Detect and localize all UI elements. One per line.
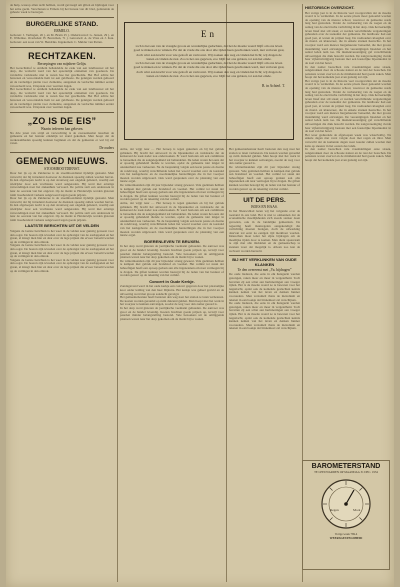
poem-text: toch is het een van de vreugde groote en wonderlijke gedachten, dat het de moeite waard blijft om ons leven goed te maken en te winnen. En dat de vrede die ons door alle tijden heen geschonken werd, niet verloren gaat, doch wint aan kracht voor wie gelooft en vertrouwt. Wij zoeken den weg en vinden het licht; wij dragen de lasten en vinden de rust. Zoo is het ons gegeven, zoo blijft het ons gelaten, tot aan het einde. [133,44,285,61]
middle-left-column [120,148,224,582]
column-rule [117,4,118,582]
barometer-dial-icon [320,478,372,530]
rechtzaken-text: Het Gerechtshof te Arnhem behandelde de zaak van een landbouwer uit het dorp, die verdacht werd van het opzettelijk ontnemen van goederen. De verdachte verklaarde niet te weten hoe het geschiedde. Het Hof achtte het bewezen en veroordeelde hem tot een geldboete. De getuigen werden gehoord en de verdediger pleitte voor clementie, aangezien de verdachte nimmer eerder veroordeeld was. Uitspraak over veertien dagen. [10,65,114,88]
concert-text: In het dorp werd gisteren de jaarlijksche veemarkt gehouden. De aanvoer was groot en de handel levendig. Koeien brachten goede prijzen op, terwijl voor paarden minder belangstelling bestond. Vele bezoekers uit de omliggende plaatsen waren naar het dorp gekomen om de markt bij te wonen. [120,305,224,321]
boerenleven-heading: BOERENLEVEN TE BRUXEN. [144,238,200,244]
article-text: Het gemeentebestuur heeft besloten den weg naar het station te laten verbeteren. De kosten worden geraamd op ruim duizend gulden. Men hoopt met het werk in het voorjaar te kunnen aanvangen, zoodat de weg voor den zomer gereed is. [229,148,300,166]
middle-right-column [229,148,300,582]
burgerlijke-stand-text: Geboren: J. Verhagen, 26 j. en M. Bruin 25 j. Ondertrouwd: G. Jansen, 29 j. en E. Willemse. Overleden: H. Bouwman, 71 j. Getrouwd: A. de Vries en J. Kok. Geboren: een zoon van W. Hendriks. Ingekomen: C. Mulder van Putten. [10,32,114,44]
oude-klanken-text: De oude liederen, die eens in elk huisgezin werden gezongen, raken meer en meer in vergetelheid. Toch bevatten zij een schat aan herinneringen aan vroeger tijden. Het is de moeite waard ze te bewaren voor het nageslacht, opdat ook de komende geslachten kennis kunnen nemen van het leven en denken hunner voorouders. Men verzamelt thans de melodieën en teksten in een boekje dat binnenkort zal verschijnen. [229,272,300,302]
barometer-box [302,460,390,570]
poem-text: toch is het een van de vreugde groote en wonderlijke gedachten, dat het de moeite waard blijft om ons leven goed te maken en te winnen. En dat de vrede die ons door alle tijden heen geschonken werd, niet verloren gaat, doch wint aan kracht voor wie gelooft en vertrouwt. Wij zoeken den weg en vinden het licht; wij dragen de lasten en vinden de rust. Zoo is het ons gegeven, zoo blijft het ons gelaten, tot aan het einde. [133,61,285,79]
concert-text: Zondagavond werd in het oude kerkje een concert gegeven door het plaatselijke koor onder leiding van den heer Dijkstra. Het kerkje was geheel gevuld en de uitvoering werd met groote aandacht gevolgd. [120,284,224,296]
historisch-overzicht-text: In den zomer bezochten vele vreemdelingen onze streek, aangetrokken door de schoone natuur en de rust der bosschen. De pensions waren overvol en de middenstand had goede zaken. Men hoopt dat het komende jaar even gunstig zal zijn. [305,64,391,80]
concert-text: Het gemeentebestuur heeft besloten den weg naar het station te laten verbeteren. De kosten worden geraamd op ruim duizend gulden. Men hoopt met het werk in het voorjaar te kunnen aanvangen, zoodat de weg voor den zomer gereed is. [120,295,224,307]
newspaper-page [6,0,394,587]
oude-klanken-heading: BIJ HET VERKLINKEN VAN OUDE KLANKEN [232,257,297,267]
rechtzaken-subheading: Beroepingen van mijnheer Gelijn. [37,61,87,66]
poem-title: En [201,29,217,39]
barometer-heading: BAROMETERSTAND [311,463,381,470]
barometer-reading: Vorige week 769.4 [334,532,358,536]
right-column [305,4,391,456]
poem-box [124,22,294,140]
intro-text: de hulp, waarop allen recht hebben, wordt gevraagd om giften en bijdragen voor het arme gezin. Verschenen te Ermelo bij het bureau van dit blad, gedurende de geheele week te bezorgen. [10,4,114,15]
divider [10,47,114,48]
poem-signature: B. in Achterl. T. [261,84,285,89]
article-text: Arme, dat wijgt naar … Het beroep is tegen gekomen en bij het gebrek gebleken. Hij bracht het antwoord in de bijeenkomst en verklaarde dat de kerkeraad de zaak nader zou onderzoeken. Er werd besloten om een commissie te benoemen die de aangelegenheid zal behandelen. De leden waren het eens dat er spoedig gehandeld diende te worden, opdat de gemeente niet langer in onzekerheid zou verkeeren. Na de bespreking volgde een korte pauze en daarna de rondvraag, waarbij verschillende leden het woord voerden over de toestand van het kerkgebouw en de noodzakelijke herstellingen die in het voorjaar moeten worden uitgevoerd. Ook werd gesproken over de plaatsing van een nieuw orgel. [120,148,224,184]
divider [229,193,300,194]
boerenleven-text: De wintermaanden zijn dit jaar bijzonder streng geweest. Vele gezinnen hebben te kampen met gebrek aan brandstof en voedsel. Het comité tot steun der behoeftigen heeft een oproep gedaan aan alle ingezetenen om naar vermogen bij te dragen. De giften kunnen worden bezorgd bij de leden van het bestuur of worden gestort op de rekening van het comité. [120,258,224,278]
laatste-berichten-text: Volgens de laatste berichten is het weer in de velden zeer gunstig geweest voor den oogst. De boeren zijn tevreden over de opbrengst van de aardappelen en het graan, al klaagt men hier en daar over de lage prijzen die ervoor betaald worden op de veilingen in den omtrek. [10,257,114,273]
historisch-overzicht-text: Het vorige jaar is in de historie veel voorgevallen dat de moeite waard is te vermelden. In de eerste plaats moet genoemd worden de opening van de nieuwe school, waarvoor de gemeente reeds lang had gestreden. Verder de verbetering van de wegen en de aanleg van de electrische verlichting in het dorp. Ook het kerkelijk leven bleef niet stil staan; er werden verschillende vergaderingen gehouden over de toekomst der gemeente. De landbouw had een goed jaar, al waren de prijzen laag. De veehouders klaagden over de mond- en klauwzeer, die in enkele streken heerschte. In het voorjaar werd een nieuwe burgemeester benoemd, die met groote instemming werd ontvangen. De vereenigingen bloeiden en het aantal leden nam toe. De muziekvereeniging gaf verschillende uitvoeringen die druk bezocht werden. De zangvereeniging vierde haar vijfentwintigjarig bestaan met een feestelijke bijeenkomst in de zaal van het hotel. [305,10,391,65]
gemengd-nieuws-text: Door het ijs op de Zuiderzee is de stoombootdienst tijdelijk gestaakt. Men verwacht dat bij intredend dooiweer de diensten spoedig zullen worden hervat. In den afgeloopen nacht is op den straatweg een ongeluk gebeurd, waarbij een wielrijder door een vrachtauto werd aangereden. Hij werd met ernstige verwondingen naar het ziekenhuis vervoerd. De politie stelt een onderzoek in naar de oorzaak van het ongeval. Op de markt te Harderwijk werden gisteren ruim tweehonderd varkens aangevoerd tegen goede prijzen. [10,196,114,222]
zo-is-de-eis-subheading: Waarin iedereen kan geloven. [40,126,84,131]
barometer-footer: WEERSGESTELDHEID [329,536,363,540]
zo-is-de-eis-heading: „ZO IS DE EIS” [27,115,97,126]
burgerlijke-stand-heading: BURGERLIJKE STAND. [25,20,99,28]
rechtzaken-heading: RECHTZAKEN. [28,50,96,61]
weather-text: In den zomer bezochten vele vreemdelingen onze streek, aangetrokken door de schoone natuur en de rust der bosschen. De pensions waren overvol en de middenstand had goede zaken. Men hoopt dat het komende jaar even gunstig zal zijn. [305,147,391,162]
article-text: De wintermaanden zijn dit jaar bijzonder streng geweest. Vele gezinnen hebben te kampen met gebrek aan brandstof en voedsel. Het comité tot steun der behoeftigen heeft een oproep gedaan aan alle ingezetenen om naar vermogen bij te dragen. De giften kunnen worden bezorgd bij de leden van het bestuur of worden gestort op de rekening van het comité. [229,164,300,191]
zo-is-de-eis-signature: De ouders [99,146,114,151]
historisch-overzicht-heading: HISTORISCH OVERZICHT. [305,5,355,10]
burgerlijke-stand-place: ERMELO. [54,28,70,33]
oude-klanken-subheading: Te den overeenst met „Va. bijdragen” [237,268,292,273]
concert-heading: Concert in Oude Kerkje. [149,278,195,284]
barometer-subheading: TE LEEUWARDEN OP MAANDAG 31 DEC. 1934 [314,470,378,474]
uit-de-pers-subheading: BOES EN HAAS. [251,205,278,210]
zo-is-de-eis-text: Na drie jaren van strijd en verwachting is de overeenkomst tusschen de gemeente en het bestuur eindelijk tot stand gekomen. Men hoopt dat de werkzaamheden spoedig kunnen beginnen en dat de gemeente er wel bij zal varen. [10,130,114,146]
laatste-berichten-text: Volgens de laatste berichten is het weer in de velden zeer gunstig geweest voor den oogst. De boeren zijn tevreden over de opbrengst van de aardappelen en het graan, al klaagt men hier en daar over de lage prijzen die ervoor betaald worden op de veilingen in den omtrek. [10,228,114,244]
divider [10,112,114,113]
article-text: De wintermaanden zijn dit jaar bijzonder streng geweest. Vele gezinnen hebben te kampen met gebrek aan brandstof en voedsel. Het comité tot steun der behoeftigen heeft een oproep gedaan aan alle ingezetenen om naar vermogen bij te dragen. De giften kunnen worden bezorgd bij de leden van het bestuur of worden gestort op de rekening van het comité. [120,182,224,202]
uit-de-pers-text: In het Nieuwsblad lezen wij het volgende over de toestand in ons land. Het is niet te ontkennen dat de economische moeilijkheden zich steeds sterker doen gevoelen, ook in de landelijke gemeenten. De regeering heeft maatregelen aangekondigd die verlichting moeten brengen, doch de uitwerking daarvan zal eerst na eenigen tijd merkbaar worden. Intusschen moet ieder het zijne bijdragen om de moeilijke tijden door te komen. Men dient spaarzaam te zijn met alle middelen en de gemeenschap te steunen waar dat mogelijk is. Alleen zoo kan de welvaart worden hersteld. [229,209,300,253]
gemengd-nieuws-text: Door het ijs op de Zuiderzee is de stoombootdienst tijdelijk gestaakt. Men verwacht dat bij intredend dooiweer de diensten spoedig zullen worden hervat. In den afgeloopen nacht is op den straatweg een ongeluk gebeurd, waarbij een wielrijder door een vrachtauto werd aangereden. Hij werd met ernstige verwondingen naar het ziekenhuis vervoerd. De politie stelt een onderzoek in naar de oorzaak van het ongeval. Op de markt te Harderwijk werden gisteren ruim tweehonderd varkens aangevoerd tegen goede prijzen. [10,171,114,197]
barometer-label-fair: Mooi [353,508,361,512]
barometer-label-rain: Regen [330,508,339,512]
divider [10,152,114,153]
boerenleven-text: In het dorp werd gisteren de jaarlijksche veemarkt gehouden. De aanvoer was groot en de handel levendig. Koeien brachten goede prijzen op, terwijl voor paarden minder belangstelling bestond. Vele bezoekers uit de omliggende plaatsen waren naar het dorp gekomen om de markt bij te wonen. [120,244,224,260]
gemengd-nieuws-heading: GEMENGD NIEUWS. [15,156,108,167]
divider [10,17,114,18]
historisch-overzicht-text: Het vorige jaar is in de historie veel voorgevallen dat de moeite waard is te vermelden. In de eerste plaats moet genoemd worden de opening van de nieuwe school, waarvoor de gemeente reeds lang had gestreden. Verder de verbetering van de wegen en de aanleg van de electrische verlichting in het dorp. Ook het kerkelijk leven bleef niet stil staan; er werden verschillende vergaderingen gehouden over de toekomst der gemeente. De landbouw had een goed jaar, al waren de prijzen laag. De veehouders klaagden over de mond- en klauwzeer, die in enkele streken heerschte. In het voorjaar werd een nieuwe burgemeester benoemd, die met groote instemming werd ontvangen. De vereenigingen bloeiden en het aantal leden nam toe. De muziekvereeniging gaf verschillende uitvoeringen die druk bezocht werden. De zangvereeniging vierde haar vijfentwintigjarig bestaan met een feestelijke bijeenkomst in de zaal van het hotel. [305,78,391,134]
oude-klanken-text: De oude liederen, die eens in elk huisgezin werden gezongen, raken meer en meer in vergetelheid. Toch bevatten zij een schat aan herinneringen aan vroeger tijden. Het is de moeite waard ze te bewaren voor het nageslacht, opdat ook de komende geslachten kennis kunnen nemen van het leven en denken hunner voorouders. Men verzamelt thans de melodieën en teksten in een boekje dat binnenkort zal verschijnen. [229,301,300,331]
uit-de-pers-heading: UIT DE PERS. [243,197,286,205]
divider [229,255,300,256]
weather-text: Het weer gedurende de afgeloopen week was wisselvallig. Na enkele dagen met vorst volgde dooi met regen en mist. Men verwacht dat de komende dagen weer kouder zullen worden met kans op sneeuw in het oosten des lands. [305,132,391,148]
article-text: Arme, dat wijgt naar … Het beroep is tegen gekomen en bij het gebrek gebleken. Hij bracht het antwoord in de bijeenkomst en verklaarde dat de kerkeraad de zaak nader zou onderzoeken. Er werd besloten om een commissie te benoemen die de aangelegenheid zal behandelen. De leden waren het eens dat er spoedig gehandeld diende te worden, opdat de gemeente niet langer in onzekerheid zou verkeeren. Na de bespreking volgde een korte pauze en daarna de rondvraag, waarbij verschillende leden het woord voerden over de toestand van het kerkgebouw en de noodzakelijke herstellingen die in het voorjaar moeten worden uitgevoerd. Ook werd gesproken over de plaatsing van een nieuw orgel. [120,200,224,238]
laatste-berichten-text: Volgens de laatste berichten is het weer in de velden zeer gunstig geweest voor den oogst. De boeren zijn tevreden over de opbrengst van de aardappelen en het graan, al klaagt men hier en daar over de lage prijzen die ervoor betaald worden op de veilingen in den omtrek. [10,243,114,259]
left-column [10,4,114,582]
gemengd-nieuws-subheading: STOOMBOOTDIENST. [44,167,80,172]
rechtzaken-text: Het Gerechtshof te Arnhem behandelde de zaak van een landbouwer uit het dorp, die verdacht werd van het opzettelijk ontnemen van goederen. De verdachte verklaarde niet te weten hoe het geschiedde. Het Hof achtte het bewezen en veroordeelde hem tot een geldboete. De getuigen werden gehoord en de verdediger pleitte voor clementie, aangezien de verdachte nimmer eerder veroordeeld was. Uitspraak over veertien dagen. [10,87,114,110]
laatste-berichten-heading: LAATSTE BERICHTEN UIT DE VELDEN [24,223,100,229]
